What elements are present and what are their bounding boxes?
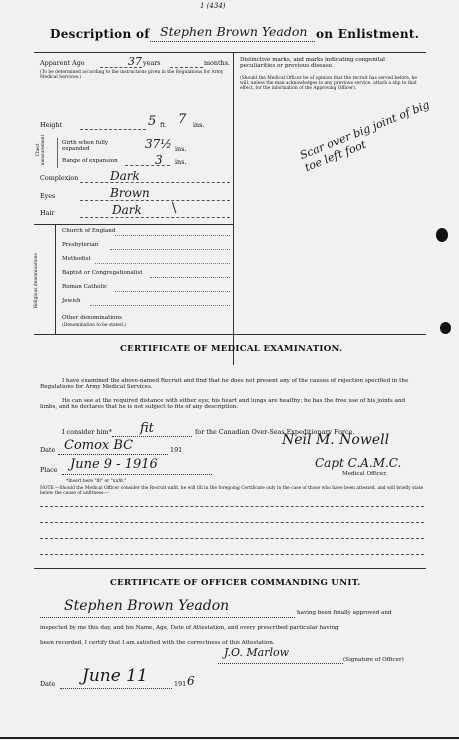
rel-rule-4: [150, 277, 230, 278]
unfit-line-2: [40, 522, 424, 523]
chest-brace: [57, 138, 58, 168]
medical-para2: He can see at the required distance with either eye; his heart and lungs are healthy; he has the free use of his joints and limbs, and he declares that he is not subject to fits of any description.: [40, 398, 406, 411]
med-date-rule: [58, 454, 168, 455]
consider-rule: [112, 436, 192, 437]
title-name-rule: [150, 41, 315, 42]
officer-heading: CERTIFICATE OF OFFICER COMMANDING UNIT.: [110, 578, 361, 588]
chest-girth-label: Girth when fully expanded: [62, 140, 109, 153]
officer-year-value: 6: [187, 674, 195, 688]
height-label: Height: [40, 121, 63, 129]
officer-line1: having been finally approved and: [297, 610, 392, 616]
medical-officer-signature: Neil M. Nowell: [282, 432, 390, 448]
rel-rule-1: [115, 235, 230, 236]
title-suffix: on Enlistment.: [316, 27, 420, 41]
officer-sig-label: (Signature of Officer): [343, 657, 404, 663]
rel-rule-5: [115, 291, 230, 292]
age-note: (To be determined according to the instructions given in the Regulations for Army Medical Services.): [40, 70, 224, 80]
fit-note: *Insert here "fit" or "unfit.": [66, 479, 127, 484]
distinctive-note: (Should the Medical Officer be of opinion that the recruit has served before, he will, unless the man acknowledges to any previous service, attach a slip to that effect, for the information of the Approving Officer).: [240, 76, 418, 91]
religion-top-rule: [34, 224, 234, 225]
chest-side-label: Chest measurement: [36, 134, 46, 166]
officer-signature: J.O. Marlow: [224, 646, 290, 659]
officer-line2: inspected by me this day, and his Name, Age, Date of Attestation, and every prescribed particular having: [40, 625, 339, 631]
height-rule: [80, 129, 146, 130]
consider-value: fit: [140, 421, 154, 436]
religion-jewish: Jewish: [62, 298, 81, 304]
ink-blot: [436, 228, 448, 242]
ink-blot: [440, 322, 451, 334]
officer-date-value: June 11: [82, 666, 148, 686]
religion-other-note: (Denomination to be stated.): [62, 323, 126, 328]
frame-top: [34, 52, 426, 53]
unfit-line-4: [40, 554, 424, 555]
complexion-label: Complexion: [40, 174, 79, 182]
frame-mid: [34, 334, 426, 335]
hair-value: Dark: [112, 203, 142, 217]
apparent-age-label: Apparent Age: [40, 59, 85, 67]
unfit-line-3: [40, 538, 424, 539]
med-place-label: Place: [40, 466, 58, 474]
chest-range-unit: ins.: [175, 158, 187, 166]
frame-divider: [233, 52, 234, 365]
medical-officer-title: Capt C.A.M.C.: [315, 456, 402, 470]
religion-church-of-england: Church of England: [62, 228, 116, 234]
officer-recruit-name: Stephen Brown Yeadon: [64, 598, 230, 614]
title-prefix: Description of: [50, 27, 150, 41]
religion-side-label: Religious denominations.: [34, 251, 39, 309]
height-in-unit: ins.: [193, 121, 205, 129]
range-rule: [125, 165, 170, 166]
consider-label: I consider him*: [62, 428, 112, 436]
religion-methodist: Methodist: [62, 256, 91, 262]
officer-year-prefix: 191: [174, 680, 187, 688]
religion-baptist: Baptist or Congregationalist: [62, 270, 143, 276]
hair-tick-mark: /: [167, 200, 181, 216]
bottom-edge: [0, 737, 459, 739]
medical-note: NOTE.—Should the Medical Officer consider the Recruit unfit, he will fill in the foregoing Certificate only in the case of those who have been attested, and will briefly state below the cause of unfitness:—: [40, 486, 424, 496]
med-date-label: Date: [40, 446, 56, 454]
hair-label: Hair: [40, 209, 55, 217]
rel-rule-2: [110, 249, 230, 250]
age-rule: [100, 67, 142, 68]
chest-girth-value: 37½: [145, 137, 172, 151]
officer-date-label: Date: [40, 680, 56, 688]
height-in-value: 7: [178, 112, 187, 127]
rel-rule-6: [90, 305, 230, 306]
officer-name-rule: [40, 617, 295, 618]
months-rule: [170, 67, 203, 68]
officer-date-rule: [60, 688, 172, 689]
officer-sig-rule: [218, 663, 343, 664]
age-months-unit: months.: [204, 59, 231, 67]
eyes-value: Brown: [110, 186, 150, 200]
complexion-rule: [80, 182, 230, 183]
medical-heading: CERTIFICATE OF MEDICAL EXAMINATION.: [120, 344, 343, 354]
chest-range-value: 3: [155, 153, 163, 167]
frame-lower: [34, 568, 426, 569]
medical-para1: I have examined the above-named Recruit and find that he does not present any of the causes of rejection specified in the Regulations for Army Medical Services.: [40, 378, 409, 391]
distinctive-value: Scar over big joint of big toe left foot: [298, 98, 432, 175]
religion-other: Other denominations: [62, 315, 122, 321]
religion-left-rule: [55, 224, 56, 334]
med-date-value: Comox BC: [64, 438, 134, 453]
med-place-rule: [62, 474, 212, 475]
medical-officer-label: Medical Officer.: [342, 471, 388, 477]
eyes-rule: [80, 200, 230, 201]
height-ft-unit: ft.: [160, 121, 167, 129]
religion-roman-catholic: Roman Catholic: [62, 284, 108, 290]
unfit-line-1: [40, 506, 424, 507]
officer-line3: been recorded, I certify that I am satisfied with the correctness of this Attestation.: [40, 640, 275, 646]
age-years-unit: years: [143, 59, 161, 67]
height-ft-value: 5: [148, 114, 157, 129]
header-scrawl: 1 (434): [200, 2, 226, 10]
complexion-value: Dark: [110, 169, 140, 183]
med-date-year: 191: [170, 446, 183, 454]
rel-rule-3: [95, 263, 230, 264]
hair-rule: [80, 217, 230, 218]
recruit-name: Stephen Brown Yeadon: [160, 24, 308, 39]
religion-presbyterian: Presbyterian: [62, 242, 99, 248]
eyes-label: Eyes: [40, 192, 56, 200]
distinctive-label: Distinctive marks, and marks indicating congenital peculiarities or previous disease.: [240, 57, 385, 70]
med-place-value: June 9 - 1916: [70, 457, 158, 472]
apparent-age-value: 37: [128, 55, 142, 68]
chest-girth-unit: ins.: [175, 145, 187, 153]
chest-range-label: Range of expansion: [62, 158, 118, 164]
consider-tail: for the Canadian Over-Seas Expeditionary Force.: [195, 428, 355, 436]
